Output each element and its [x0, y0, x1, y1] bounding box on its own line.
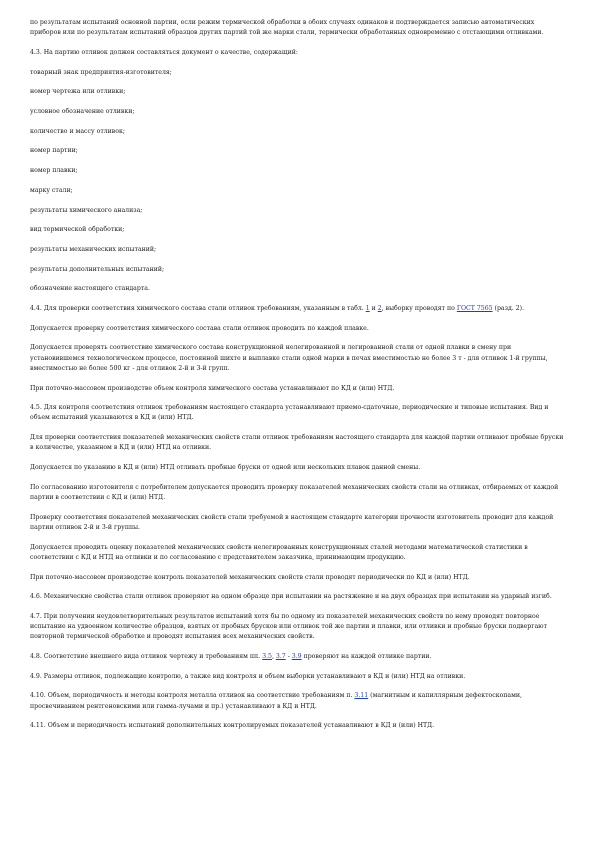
section-4-5-paragraph: При поточно-массовом производстве контроль показателей механических свойств стали проводят периодически по КД и (или) НТД. [30, 573, 470, 581]
list-item: товарный знак предприятия-изготовителя; [30, 68, 172, 76]
section-4-3-heading: 4.3. На партию отливок должен составляться документ о качестве, содержащий: [30, 48, 298, 56]
section-4-4-paragraph: При поточно-массовом производстве объем контроля химического состава устанавливают по КД и (или) НТД. [30, 384, 395, 392]
section-4-8-text: проверяют на каждой отливке партии. [301, 653, 432, 661]
section-4-4-text: (разд. 2). [492, 305, 525, 313]
clause-3-9-link[interactable]: 3.9 [291, 653, 302, 661]
list-item: обозначение настоящего стандарта. [30, 285, 150, 293]
clause-3-7-link[interactable]: 3.7 [275, 653, 286, 661]
gost-7565-link[interactable]: ГОСТ 7565 [456, 305, 493, 313]
section-4-8-text: - [285, 653, 292, 661]
document-page [30, 18, 566, 732]
section-4-4-paragraph: Допускается проверку соответствия химического состава стали отливок проводить по каждой плавке. [30, 324, 369, 332]
section-4-8-text: , [271, 653, 276, 661]
section-4-8-paragraph [30, 652, 566, 662]
section-4-10-text: (магнитным и капиллярным дефектоскопами, просвечиванием рентгеновскими или гамма-лучами и пр.) устанавливают в КД и НТД. [30, 692, 523, 710]
list-item: вид термической обработки; [30, 226, 125, 234]
list-item: номер чертежа или отливки; [30, 88, 126, 96]
clause-3-5-link[interactable]: 3.5 [262, 653, 272, 661]
list-item: результаты механических испытаний; [30, 245, 157, 253]
list-item: номер партии; [30, 147, 78, 155]
section-4-4-text: и [369, 305, 378, 313]
list-item: номер плавки; [30, 167, 78, 175]
list-item: количество и массу отливок; [30, 127, 125, 135]
section-4-9-paragraph: 4.9. Размеры отливок, подлежащие контролю, а также вид контроля и объем выборки устанавливают в КД и (или) НТД на отливки. [30, 672, 466, 680]
section-4-5-paragraph: Допускается по указанию в КД и (или) НТД отливать пробные бруски от одной или нескольких плавок данной смены. [30, 464, 421, 472]
clause-3-11-link[interactable]: 3.11 [354, 692, 369, 700]
list-item: результаты дополнительных испытаний; [30, 265, 165, 273]
section-4-11-paragraph: 4.11. Объем и периодичность испытаний дополнительных контролируемых показателей устанавливают в КД и (или) НТД. [30, 722, 435, 730]
section-4-5-paragraph: Для проверки соответствия показателей механических свойств стали отливок требованиям настоящего стандарта для каждой партии отливают пробные бруски в количестве, указанном в КД и (или) НТД на отливки. [30, 434, 564, 452]
section-4-10-paragraph [30, 691, 566, 711]
section-4-5-paragraph: 4.5. Для контроля соответствия отливок требованиям настоящего стандарта устанавливают приемо-сдаточные, периодические и типовые испытания. Вид и объем испытаний указываются в КД и (или) НТД. [30, 404, 549, 422]
intro-paragraph: по результатам испытаний основной партии, если режим термической обработки в обоих случаях одинаков и подтверждается записью автоматических приборов или по результатам испытаний образцов других партий той же марки стали, термически обработанных одновременно с отстающими отливками. [30, 19, 544, 37]
list-item: результаты химического анализа; [30, 206, 143, 214]
section-4-4-paragraph: Допускается проверять соответствие химического состава конструкционной нелегированной и легированной стали от одной плавки в смену при установившемся технологическом процессе, постоянной шихте и выплавке стали одной марки в печах вместимостью не более 3 т - для отливок 1-й группы, вместимостью не более 500 кг - для отливок 2-й и 3-й групп. [30, 344, 548, 372]
section-4-4-paragraph [30, 304, 566, 314]
section-4-10-text: 4.10. Объем, периодичность и методы контроля металла отливок на соответствие требованиям п. [30, 692, 355, 700]
section-4-4-text: , выборку проводят по [381, 305, 457, 313]
section-4-5-paragraph: По согласованию изготовителя с потребителем допускается проводить проверку показателей механических свойств стали на отливках, отбираемых от каждой партии в соответствии с КД и (или) НТД. [30, 483, 559, 501]
section-4-6-paragraph: 4.6. Механические свойства стали отливок проверяют на одном образце при испытании на растяжение и на двух образцах при испытании на ударный изгиб. [30, 593, 552, 601]
section-4-5-paragraph: Допускается проводить оценку показателей механических свойств нелегированных конструкционных сталей методами математической статистики в соответствии с КД и НТД на отливки и по согласованию с представителем заказчика, принимающим продукцию. [30, 543, 528, 561]
table-2-link[interactable]: 2 [377, 305, 382, 313]
list-item: условное обозначение отливки; [30, 108, 135, 116]
list-item: марку стали; [30, 186, 73, 194]
table-1-link[interactable]: 1 [365, 305, 370, 313]
section-4-7-paragraph: 4.7. При получении неудовлетворительных результатов испытаний хотя бы по одному из показателей механических свойств по нему проводят повторное испытание на удвоенном количестве образцов, взятых от пробных брусков или отливок той же партии и плавки, или отливки и пробные бруски подвергают повторной термической обработке и проводят испытания всех механических свойств. [30, 612, 547, 641]
section-4-5-paragraph: Проверку соответствия показателей механических свойств стали требуемой в настоящем стандарте категории прочности изготовитель проводит для каждой партии отливок 2-й и 3-й группы. [30, 513, 554, 531]
section-4-8-text: 4.8. Соответствие внешнего вида отливок чертежу и требованиям пп. [30, 653, 263, 661]
section-4-4-text: 4.4. Для проверки соответствия химического состава стали отливок требованиям, указанным в табл. [30, 305, 366, 313]
